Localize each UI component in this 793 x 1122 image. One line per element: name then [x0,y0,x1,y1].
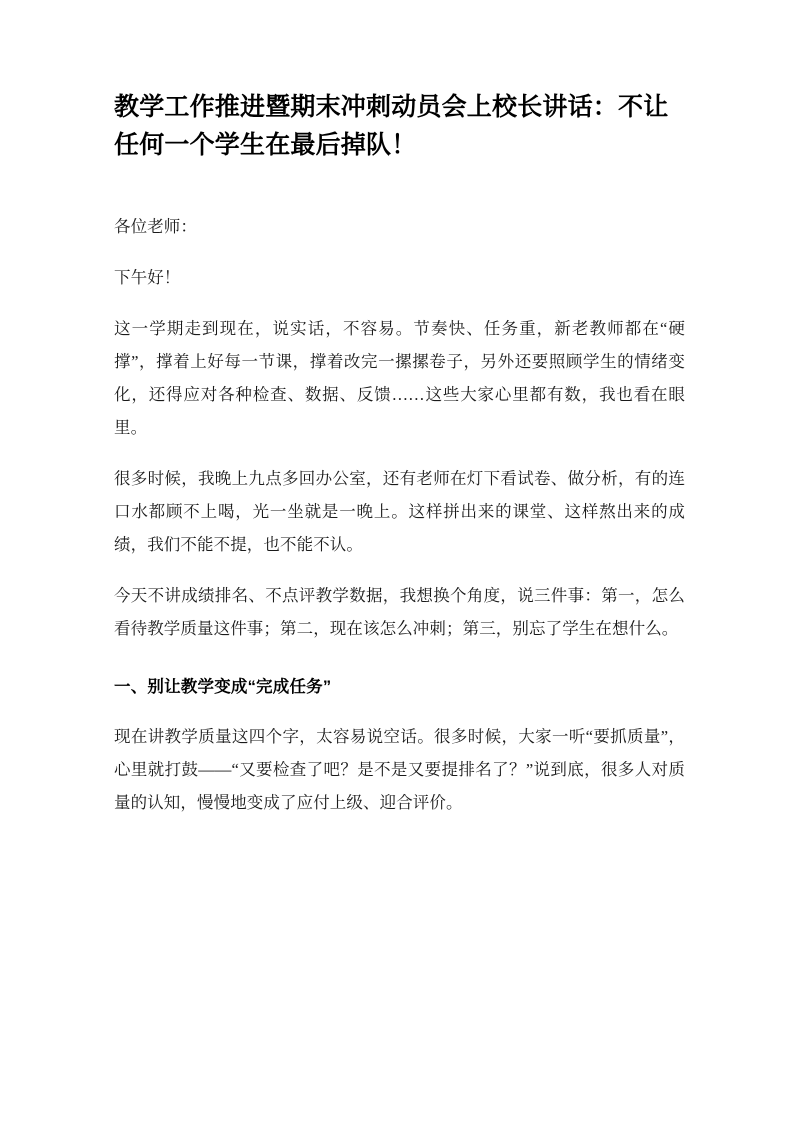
paragraph-three-topics: 今天不讲成绩排名、不点评教学数据，我想换个角度，说三件事：第一，怎么看待教学质量这件事；第二，现在该怎么冲刺；第三，别忘了学生在想什么。 [114,586,685,638]
paragraph-late-night-work: 很多时候，我晚上九点多回办公室，还有老师在灯下看试卷、做分析，有的连口水都顾不上喝，光一坐就是一晚上。这样拼出来的课堂、这样熬出来的成绩，我们不能不提，也不能不认。 [114,469,685,554]
paragraph-semester-summary: 这一学期走到现在，说实话，不容易。节奏快、任务重，新老教师都在“硬撑”，撑着上好每一节课，撑着改完一摞摞卷子，另外还要照顾学生的情绪变化，还得应对各种检查、数据、反馈……这些大家心里都有数，我也看在眼里。 [114,319,685,437]
paragraph-salutation: 各位老师： [114,217,197,236]
paragraph-quality-perception: 现在讲教学质量这四个字，太容易说空话。很多时候，大家一听“要抓质量”，心里就打鼓——“又要检查了吧？是不是又要提排名了？”说到底，很多人对质量的认知，慢慢地变成了应付上级、迎合评价。 [114,727,685,812]
paragraph-greeting: 下午好！ [114,268,181,287]
page-title: 教学工作推进暨期末冲刺动员会上校长讲话：不让任何一个学生在最后掉队！ [114,93,669,159]
section-heading-one: 一、别让教学变成“完成任务” [114,678,332,696]
